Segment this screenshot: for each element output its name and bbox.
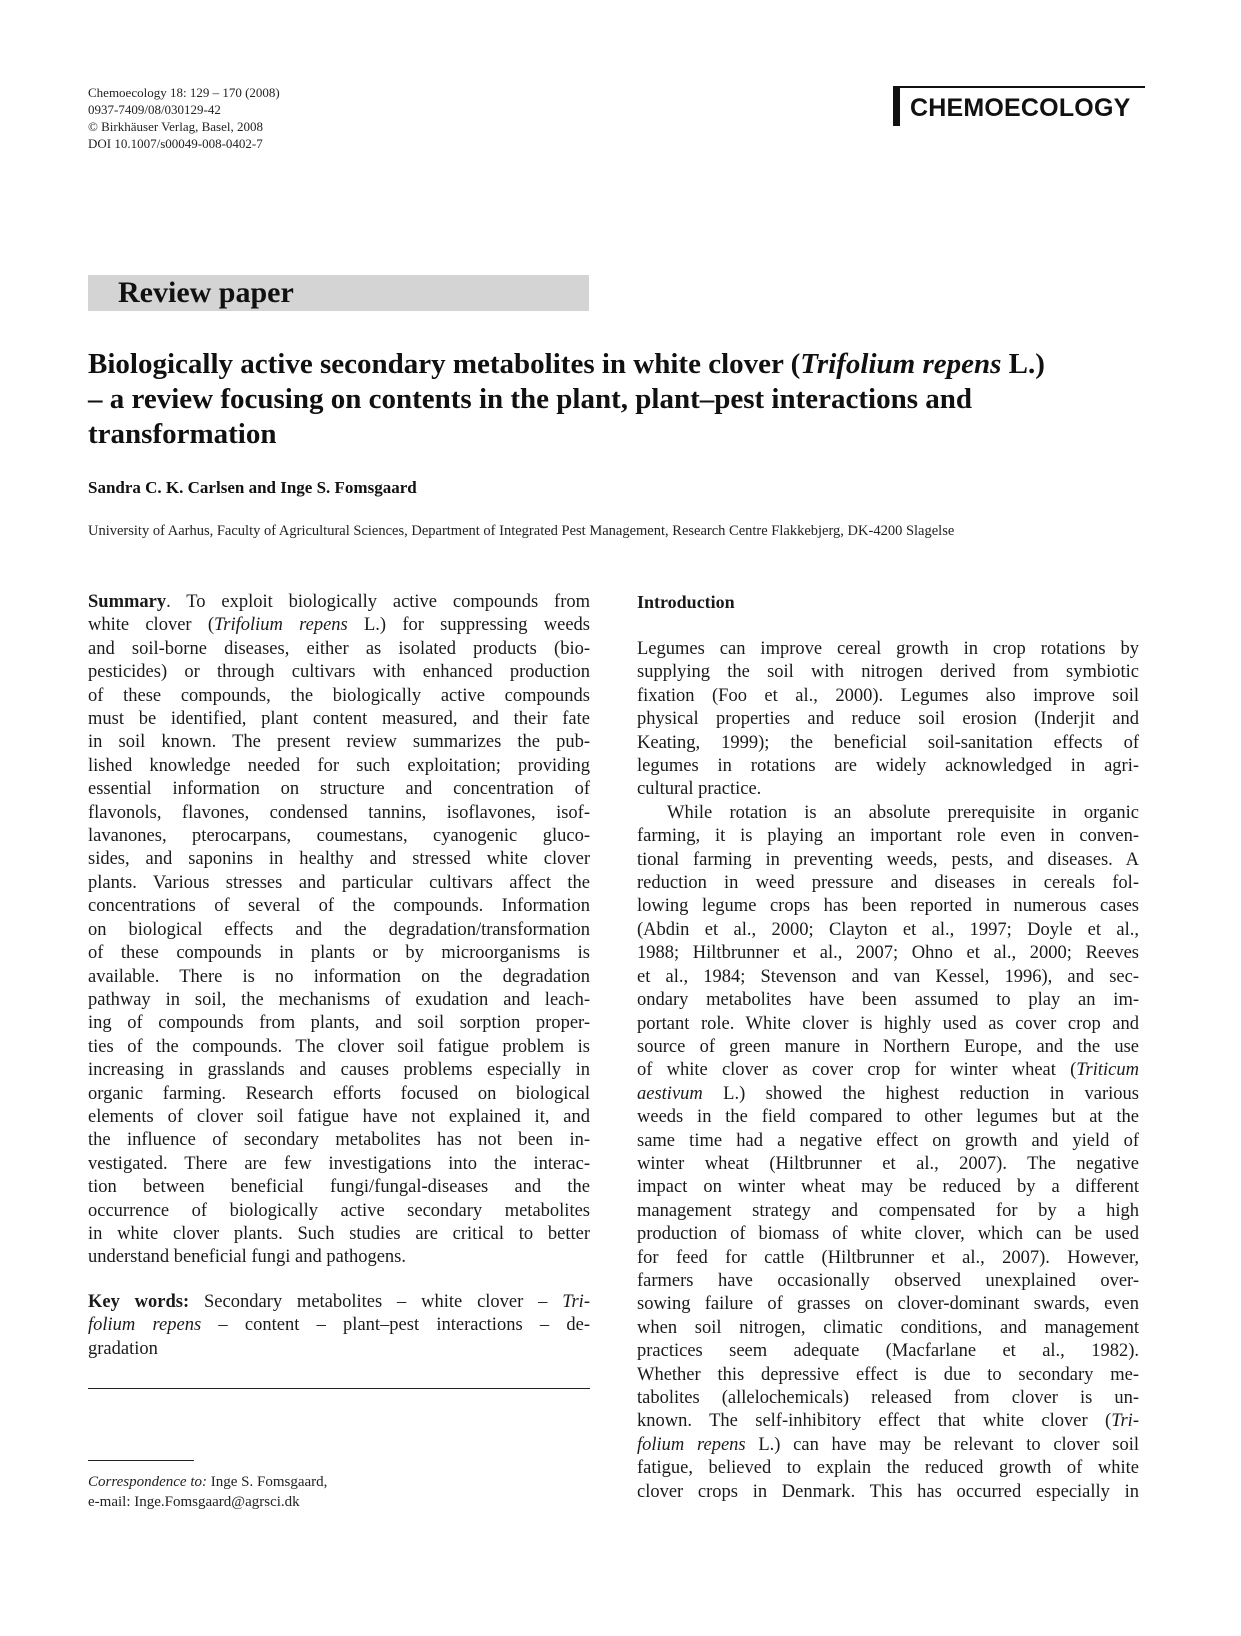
- text-line: sowing failure of grasses on clover-dominant swards, even: [637, 1294, 1139, 1315]
- section-label: Review paper: [118, 276, 294, 309]
- text-line: lished knowledge needed for such exploitation; providing: [88, 755, 590, 776]
- text-line: lavanones, pterocarpans, coumestans, cyanogenic gluco-: [88, 826, 590, 847]
- affiliation: University of Aarhus, Faculty of Agricultural Sciences, Department of Integrated Pest Management, Research Centre Flakkebjerg, DK-4200 Slagelse: [88, 523, 955, 539]
- copyright: © Birkhäuser Verlag, Basel, 2008: [88, 119, 263, 134]
- text-line: flavonols, flavones, condensed tannins, isoflavones, isof-: [88, 802, 590, 823]
- divider: [88, 1388, 590, 1389]
- introduction-column: [637, 591, 1139, 1504]
- text-line: tional farming in preventing weeds, pests, and diseases. A: [637, 849, 1139, 870]
- text-line: aestivum L.) showed the highest reduction in various: [637, 1083, 1139, 1104]
- text-line: occurrence of biologically active secondary metabolites: [88, 1200, 590, 1221]
- text-line: and soil-borne diseases, either as isolated products (bio-: [88, 638, 590, 659]
- text-line: folium repens L.) can have may be relevant to clover soil: [637, 1434, 1139, 1455]
- summary: [88, 591, 590, 1270]
- text-line: pesticides) or through cultivars with enhanced production: [88, 662, 590, 683]
- text-line: Legumes can improve cereal growth in crop rotations by: [637, 639, 1139, 659]
- footnote-rule: [88, 1460, 194, 1461]
- journal-name: CHEMOECOLOGY: [910, 94, 1131, 122]
- intro-paragraph-1: [637, 638, 1139, 802]
- text-line: source of green manure in Northern Europe, and the use: [637, 1036, 1139, 1057]
- text-line: (Abdin et al., 2000; Clayton et al., 1997; Doyle et al.,: [637, 919, 1139, 940]
- text-line: vestigated. There are few investigations into the interac-: [88, 1153, 590, 1174]
- text-line: known. The self-inhibitory effect that white clover (Tri-: [637, 1411, 1139, 1432]
- text-line: of white clover as cover crop for winter wheat (Triticum: [637, 1060, 1139, 1081]
- issn: 0937-7409/08/030129-42: [88, 102, 221, 117]
- text-line: in soil known. The present review summarizes the pub-: [88, 732, 590, 753]
- text-line: ondary metabolites have been assumed to play an im-: [637, 990, 1139, 1011]
- text-line: on biological effects and the degradation/transformation: [88, 919, 590, 940]
- text-line: concentrations of several of the compounds. Information: [88, 896, 590, 917]
- citation-block: [88, 84, 280, 152]
- text-line: pathway in soil, the mechanisms of exudation and leach-: [88, 989, 590, 1010]
- paper-title: Biologically active secondary metabolites in white clover (Trifolium repens L.) – a review focusing on contents in the plant, plant–pest interactions and transformation: [88, 348, 1045, 450]
- text-line: ing of compounds from plants, and soil sorption proper-: [88, 1013, 590, 1034]
- text-line: of these compounds, the biologically active compounds: [88, 685, 590, 706]
- text-line: lowing legume crops has been reported in numerous cases: [637, 896, 1139, 917]
- text-line: the influence of secondary metabolites has not been in-: [88, 1130, 590, 1151]
- text-line: white clover (Trifolium repens L.) for suppressing weeds: [88, 615, 590, 636]
- text-line: essential information on structure and concentration of: [88, 779, 590, 800]
- text-line: portant role. White clover is highly used as cover crop and: [637, 1013, 1139, 1034]
- citation: Chemoecology 18: 129 – 170 (2008): [88, 85, 280, 100]
- text-line: increasing in grasslands and causes problems especially in: [88, 1060, 590, 1081]
- text-line: impact on winter wheat may be reduced by a different: [637, 1177, 1139, 1198]
- text-line: ties of the compounds. The clover soil fatigue problem is: [88, 1036, 590, 1057]
- correspondence: Correspondence to: Inge S. Fomsgaard, e-mail: Inge.Fomsgaard@agrsci.dk: [88, 1474, 328, 1510]
- text-line: Summary. To exploit biologically active compounds from: [88, 592, 590, 612]
- section-heading-introduction: Introduction: [637, 592, 735, 612]
- text-line: of these compounds in plants or by microorganisms is: [88, 943, 590, 964]
- text-line: legumes in rotations are widely acknowledged in agri-: [637, 756, 1139, 777]
- text-line: practices seem adequate (Macfarlane et al., 1982).: [637, 1341, 1139, 1362]
- text-line: tion between beneficial fungi/fungal-diseases and the: [88, 1177, 590, 1198]
- text-line: sides, and saponins in healthy and stressed white clover: [88, 849, 590, 870]
- text-line: farmers have occasionally observed unexplained over-: [637, 1270, 1139, 1291]
- text-line: 1988; Hiltbrunner et al., 2007; Ohno et al., 2000; Reeves: [637, 943, 1139, 964]
- text-line: when soil nitrogen, climatic conditions, and management: [637, 1317, 1139, 1338]
- text-line: plants. Various stresses and particular cultivars affect the: [88, 872, 590, 893]
- journal-logo: [893, 86, 1145, 126]
- text-line: available. There is no information on the degradation: [88, 966, 590, 987]
- section-label-bar: [88, 275, 589, 311]
- text-line: tabolites (allelochemicals) released from clover is un-: [637, 1388, 1139, 1408]
- text-line: understand beneficial fungi and pathogens.: [88, 1247, 406, 1268]
- text-line: same time had a negative effect on growth and yield of: [637, 1130, 1139, 1151]
- text-line: winter wheat (Hiltbrunner et al., 2007). The negative: [637, 1153, 1139, 1174]
- text-line: fixation (Foo et al., 2000). Legumes also improve soil: [637, 685, 1139, 706]
- authors: Sandra C. K. Carlsen and Inge S. Fomsgaard: [88, 478, 417, 497]
- text-line: clover crops in Denmark. This has occurred especially in: [637, 1481, 1139, 1502]
- text-line: elements of clover soil fatigue have not explained it, and: [88, 1106, 590, 1127]
- text-line: for feed for cattle (Hiltbrunner et al., 2007). However,: [637, 1247, 1139, 1268]
- text-line: Keating, 1999); the beneficial soil-sanitation effects of: [637, 732, 1139, 753]
- text-line: in white clover plants. Such studies are critical to better: [88, 1223, 590, 1244]
- summary-column: [88, 591, 590, 1361]
- doi: DOI 10.1007/s00049-008-0402-7: [88, 136, 263, 151]
- text-line: weeds in the field compared to other legumes but at the: [637, 1107, 1139, 1128]
- text-line: et al., 1984; Stevenson and van Kessel, 1996), and sec-: [637, 966, 1139, 987]
- text-line: farming, it is playing an important role even in conven-: [637, 826, 1139, 847]
- keywords: Key words: Secondary metabolites – white clover – Tri- folium repens – content – plant–pest interactions – de- gradation: [88, 1291, 590, 1359]
- text-line: production of biomass of white clover, which can be used: [637, 1224, 1139, 1245]
- text-line: cultural practice.: [637, 779, 762, 800]
- text-line: physical properties and reduce soil erosion (Inderjit and: [637, 709, 1139, 730]
- text-line: organic farming. Research efforts focused on biological: [88, 1083, 590, 1104]
- text-line: While rotation is an absolute prerequisite in organic: [667, 802, 1139, 823]
- text-line: must be identified, plant content measured, and their fate: [88, 709, 590, 730]
- text-line: supplying the soil with nitrogen derived from symbiotic: [637, 662, 1139, 683]
- text-line: fatigue, believed to explain the reduced growth of white: [637, 1458, 1139, 1479]
- text-line: Whether this depressive effect is due to secondary me-: [637, 1364, 1139, 1385]
- intro-paragraph-2: [637, 802, 1139, 1504]
- text-line: management strategy and compensated for by a high: [637, 1200, 1139, 1221]
- text-line: reduction in weed pressure and diseases in cereals fol-: [637, 873, 1139, 894]
